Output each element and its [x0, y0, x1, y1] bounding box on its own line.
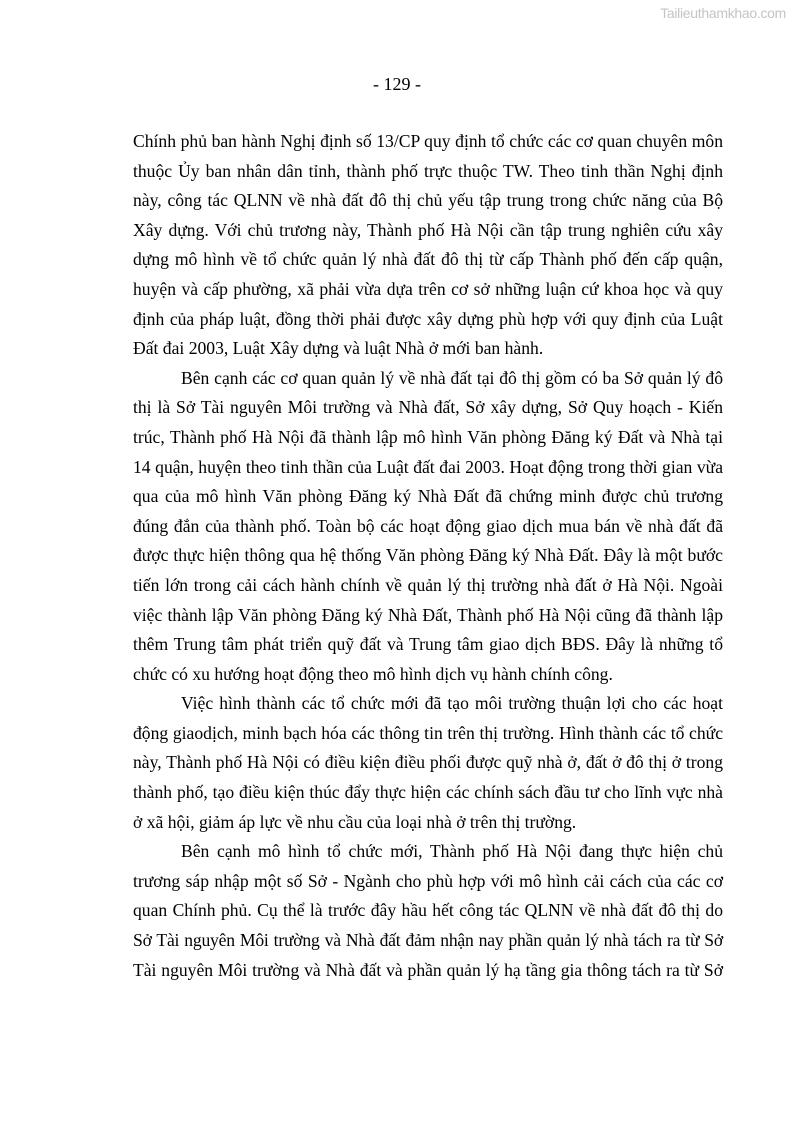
text-line: quan Chính phủ. Cụ thể là trước đây hầu hết công tác QLNN về nhà đất đô thị do — [133, 900, 723, 921]
text-line: định của pháp luật, đồng thời phải được xây dựng phù hợp với quy định của Luật — [133, 308, 723, 329]
text-line: trương sáp nhập một số Sở - Ngành cho phù hợp với mô hình cải cách của các cơ — [133, 870, 723, 891]
text-line: động giaodịch, minh bạch hóa các thông tin trên thị trường. Hình thành các tổ chức — [133, 722, 723, 743]
text-line: trúc, Thành phố Hà Nội đã thành lập mô hình Văn phòng Đăng ký Đất và Nhà tại — [133, 426, 723, 447]
text-line: này, công tác QLNN về nhà đất đô thị chủ yếu tập trung trong chức năng của Bộ — [133, 190, 723, 211]
page-number: - 129 - — [373, 74, 421, 94]
body-text — [133, 127, 723, 985]
text-line: việc thành lập Văn phòng Đăng ký Nhà Đất, Thành phố Hà Nội cũng đã thành lập — [133, 604, 723, 625]
text-line: thành phố, tạo điều kiện thúc đẩy thực hiện các chính sách đầu tư cho lĩnh vực nhà — [133, 782, 723, 803]
text-line: chức có xu hướng hoạt động theo mô hình dịch vụ hành chính công. — [133, 663, 613, 684]
text-line: 14 quận, huyện theo tinh thần của Luật đất đai 2003. Hoạt động trong thời gian vừa — [133, 456, 723, 477]
paragraph-4 — [133, 837, 723, 985]
text-line: tiến lớn trong cải cách hành chính về quản lý thị trường nhà đất ở Hà Nội. Ngoài — [133, 574, 723, 595]
paragraph-3 — [133, 689, 723, 837]
text-line: Sở Tài nguyên Môi trường và Nhà đất đảm nhận nay phần quản lý nhà tách ra từ Sở — [133, 930, 723, 951]
text-line: thị là Sở Tài nguyên Môi trường và Nhà đất, Sở xây dựng, Sở Quy hoạch - Kiến — [133, 397, 723, 418]
text-line: này, Thành phố Hà Nội có điều kiện điều phối được quỹ nhà ở, đất ở đô thị ở trong — [133, 752, 723, 773]
text-line: được thực hiện thông qua hệ thống Văn phòng Đăng ký Nhà Đất. Đây là một bước — [133, 545, 723, 566]
watermark: Tailieuthamkhao.com — [660, 5, 786, 21]
text-line: Đất đai 2003, Luật Xây dựng và luật Nhà ở mới ban hành. — [133, 338, 544, 359]
text-line: Bên cạnh mô hình tổ chức mới, Thành phố Hà Nội đang thực hiện chủ — [181, 841, 723, 862]
text-line: huyện và cấp phường, xã phải vừa dựa trên cơ sở những luận cứ khoa học và quy — [133, 278, 723, 299]
text-line: Chính phủ ban hành Nghị định số 13/CP quy định tổ chức các cơ quan chuyên môn — [133, 131, 723, 151]
text-line: ở xã hội, giảm áp lực về nhu cầu của loại nhà ở trên thị trường. — [133, 811, 577, 832]
text-line: qua của mô hình Văn phòng Đăng ký Nhà Đất đã chứng minh được chủ trương — [133, 486, 723, 507]
text-line: dựng mô hình về tổ chức quản lý nhà đất đô thị từ cấp Thành phố đến cấp quận, — [133, 249, 723, 270]
text-line: Việc hình thành các tổ chức mới đã tạo môi trường thuận lợi cho các hoạt — [181, 693, 723, 714]
text-line: thuộc Ủy ban nhân dân tỉnh, thành phố trực thuộc TW. Theo tinh thần Nghị định — [133, 160, 723, 181]
text-line: Xây dựng. Với chủ trương này, Thành phố Hà Nội cần tập trung nghiên cứu xây — [133, 219, 723, 240]
paragraph-1 — [133, 127, 723, 364]
text-line: thêm Trung tâm phát triển quỹ đất và Trung tâm giao dịch BĐS. Đây là những tổ — [133, 634, 723, 655]
paragraph-2 — [133, 364, 723, 690]
text-line: Tài nguyên Môi trường và Nhà đất và phần quản lý hạ tầng gia thông tách ra từ Sở — [133, 959, 723, 980]
text-line: đúng đắn của thành phố. Toàn bộ các hoạt động giao dịch mua bán về nhà đất đã — [133, 515, 723, 536]
text-line: Bên cạnh các cơ quan quản lý về nhà đất tại đô thị gồm có ba Sở quản lý đô — [181, 367, 723, 388]
